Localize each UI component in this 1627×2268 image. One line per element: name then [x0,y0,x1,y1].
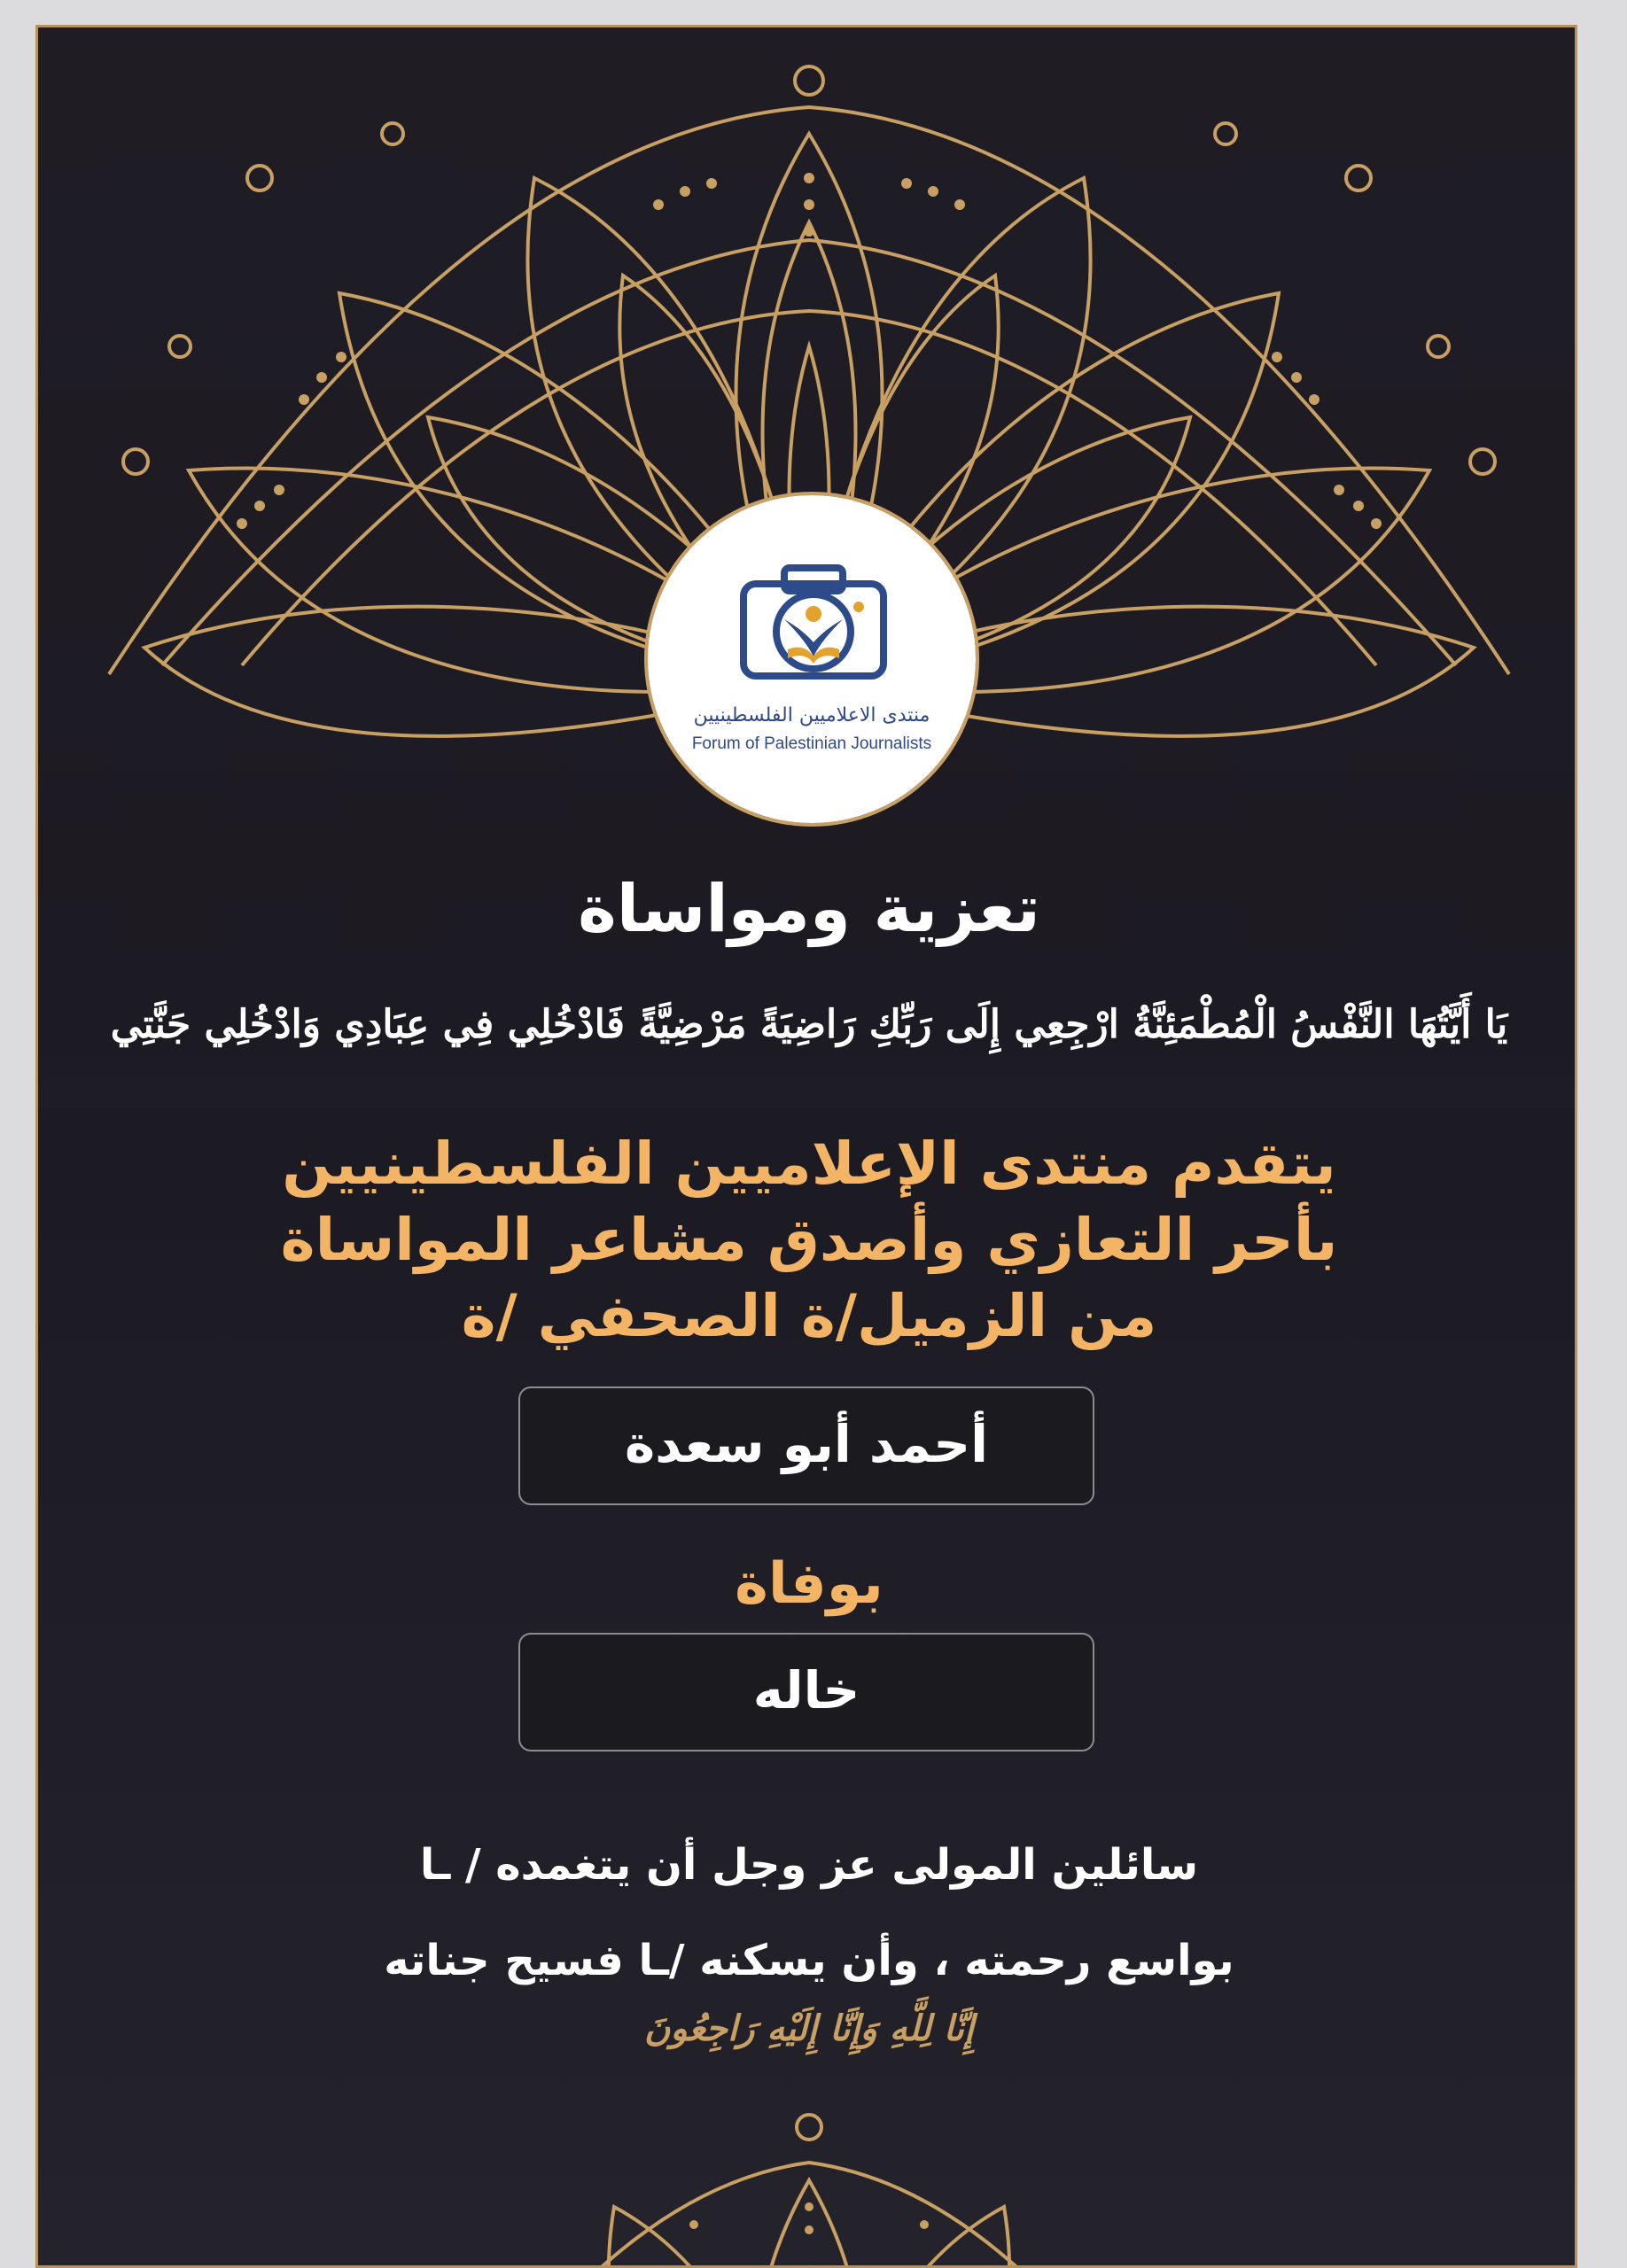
intro-line-2: بأحر التعازي وأصدق مشاعر المواساة [280,1206,1338,1274]
forum-logo [648,495,976,823]
intro-line-3: من الزميل/ة الصحفي /ة [461,1282,1157,1350]
mandala-ornament-bottom [322,2074,1296,2268]
condolence-card [35,25,1577,2268]
quran-verse: يَا أَيَّتُهَا النَّفْسُ الْمُطْمَئِنَّةُ ارْجِعِي إِلَى رَبِّكِ رَاضِيَةً مَرْضِيَّةً فَادْخُلِي فِي عِبَادِي وَادْخُلِي جَنَّتِي [110,1002,1508,1047]
prayer-text [144,1817,1474,2008]
condolence-intro [144,1126,1474,1355]
divider-band [38,1055,1577,1108]
card-title: تعزية ومواساة [578,871,1040,947]
prayer-line-1: سائلين المولى عز وجل أن يتغمده / ـا [419,1840,1199,1890]
logo-english-name: Forum of Palestinian Journalists [691,734,932,753]
journalist-name-box: أحمد أبو سعدة [518,1386,1094,1505]
calligraphy-inna-lillah: إِنَّا لِلَّهِ وَإِنَّا إِلَيْهِ رَاجِعُونَ [643,2008,975,2049]
logo-arabic-name: منتدى الاعلاميين الفلسطينيين [693,704,930,726]
intro-line-1: يتقدم منتدى الإعلاميين الفلسطينيين [282,1130,1336,1198]
death-label: بوفاة [735,1551,884,1617]
deceased-relation-box: خاله [518,1633,1094,1751]
prayer-line-2: بواسع رحمته ، وأن يسكنه /ـا فسيح جناته [384,1936,1234,1985]
camera-readers-logo-icon [738,557,889,690]
